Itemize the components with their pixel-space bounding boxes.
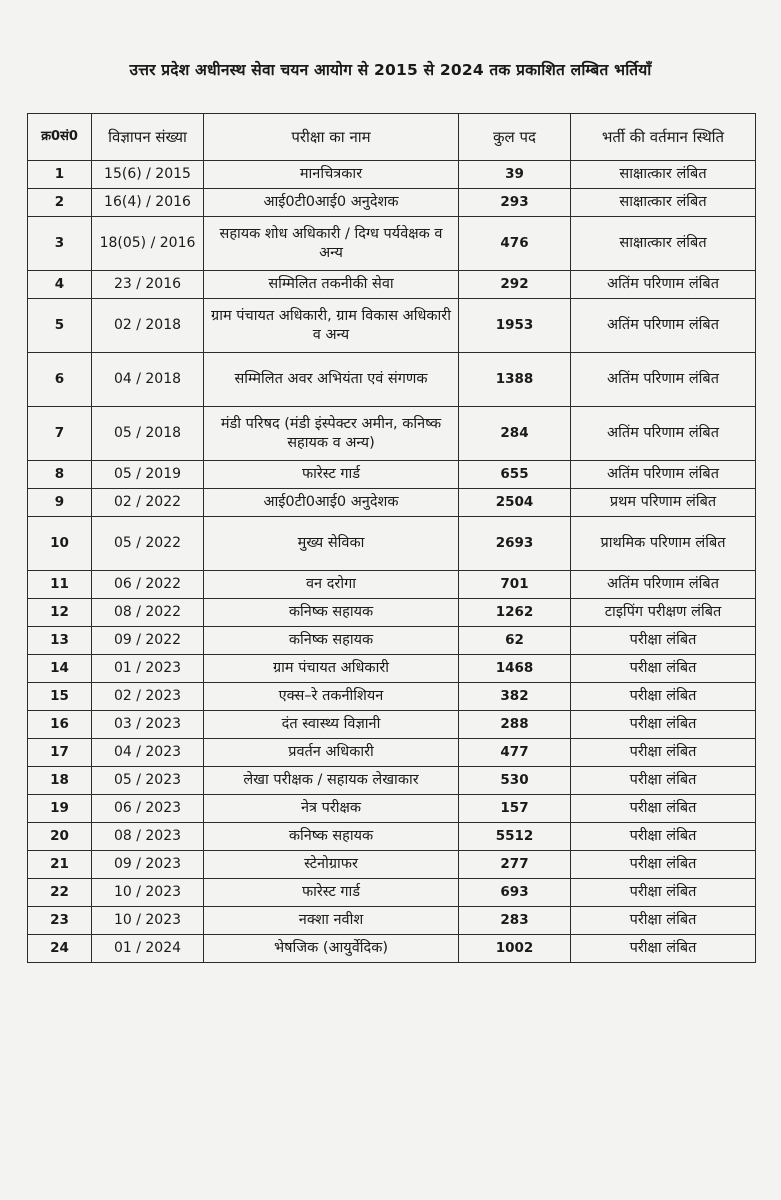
- status-cell: साक्षात्कार लंबित: [571, 217, 756, 271]
- table-row: [28, 655, 756, 683]
- total-posts-cell: 1388: [459, 353, 571, 407]
- serial-cell: 20: [28, 823, 92, 851]
- total-posts-cell: 701: [459, 571, 571, 599]
- table-body: [28, 161, 756, 963]
- serial-cell: 10: [28, 517, 92, 571]
- exam-name-cell: सम्मिलित तकनीकी सेवा: [204, 271, 459, 299]
- advertisement-number-cell: 16(4) / 2016: [92, 189, 204, 217]
- total-posts-cell: 293: [459, 189, 571, 217]
- total-posts-cell: 1953: [459, 299, 571, 353]
- table-row: [28, 571, 756, 599]
- advertisement-number-cell: 05 / 2019: [92, 461, 204, 489]
- total-posts-cell: 288: [459, 711, 571, 739]
- advertisement-number-cell: 08 / 2023: [92, 823, 204, 851]
- advertisement-number-cell: 09 / 2023: [92, 851, 204, 879]
- advertisement-number-cell: 05 / 2023: [92, 767, 204, 795]
- advertisement-number-cell: 06 / 2023: [92, 795, 204, 823]
- advertisement-number-cell: 10 / 2023: [92, 907, 204, 935]
- exam-name-cell: नक्शा नवीश: [204, 907, 459, 935]
- exam-name-cell: भेषजिक (आयुर्वेदिक): [204, 935, 459, 963]
- table-row: [28, 823, 756, 851]
- table-row: [28, 407, 756, 461]
- total-posts-cell: 157: [459, 795, 571, 823]
- table-row: [28, 767, 756, 795]
- status-cell: साक्षात्कार लंबित: [571, 189, 756, 217]
- total-posts-cell: 39: [459, 161, 571, 189]
- total-posts-cell: 277: [459, 851, 571, 879]
- exam-name-cell: वन दरोगा: [204, 571, 459, 599]
- serial-cell: 11: [28, 571, 92, 599]
- serial-cell: 23: [28, 907, 92, 935]
- status-cell: अतिंम परिणाम लंबित: [571, 461, 756, 489]
- table-header-row: [28, 114, 756, 161]
- status-cell: परीक्षा लंबित: [571, 711, 756, 739]
- header-current-status: भर्ती की वर्तमान स्थिति: [571, 114, 756, 161]
- status-cell: अतिंम परिणाम लंबित: [571, 571, 756, 599]
- table-row: [28, 599, 756, 627]
- exam-name-cell: मुख्य सेविका: [204, 517, 459, 571]
- status-cell: टाइपिंग परीक्षण लंबित: [571, 599, 756, 627]
- serial-cell: 8: [28, 461, 92, 489]
- serial-cell: 21: [28, 851, 92, 879]
- header-advertisement-number: विज्ञापन संख्या: [92, 114, 204, 161]
- vacancy-table: [27, 113, 756, 963]
- exam-name-cell: कनिष्क सहायक: [204, 627, 459, 655]
- advertisement-number-cell: 15(6) / 2015: [92, 161, 204, 189]
- exam-name-cell: मानचित्रकार: [204, 161, 459, 189]
- exam-name-cell: फारेस्ट गार्ड: [204, 879, 459, 907]
- table-row: [28, 161, 756, 189]
- serial-cell: 18: [28, 767, 92, 795]
- table-row: [28, 299, 756, 353]
- total-posts-cell: 1002: [459, 935, 571, 963]
- total-posts-cell: 5512: [459, 823, 571, 851]
- exam-name-cell: स्टेनोग्राफर: [204, 851, 459, 879]
- page-title: उत्तर प्रदेश अधीनस्थ सेवा चयन आयोग से 2015 से 2024 तक प्रकाशित लम्बित भर्तियाँ: [129, 61, 652, 79]
- table-row: [28, 739, 756, 767]
- exam-name-cell: ग्राम पंचायत अधिकारी, ग्राम विकास अधिकारी व अन्य: [204, 299, 459, 353]
- header-total-posts: कुल पद: [459, 114, 571, 161]
- advertisement-number-cell: 10 / 2023: [92, 879, 204, 907]
- advertisement-number-cell: 02 / 2022: [92, 489, 204, 517]
- serial-cell: 1: [28, 161, 92, 189]
- exam-name-cell: एक्स–रे तकनीशियन: [204, 683, 459, 711]
- serial-cell: 16: [28, 711, 92, 739]
- advertisement-number-cell: 01 / 2024: [92, 935, 204, 963]
- advertisement-number-cell: 03 / 2023: [92, 711, 204, 739]
- status-cell: अतिंम परिणाम लंबित: [571, 299, 756, 353]
- status-cell: परीक्षा लंबित: [571, 823, 756, 851]
- header-serial: क्र0सं0: [28, 114, 92, 161]
- table-row: [28, 489, 756, 517]
- status-cell: परीक्षा लंबित: [571, 767, 756, 795]
- advertisement-number-cell: 02 / 2023: [92, 683, 204, 711]
- status-cell: परीक्षा लंबित: [571, 683, 756, 711]
- total-posts-cell: 477: [459, 739, 571, 767]
- table-row: [28, 907, 756, 935]
- status-cell: परीक्षा लंबित: [571, 655, 756, 683]
- status-cell: अतिंम परिणाम लंबित: [571, 271, 756, 299]
- status-cell: परीक्षा लंबित: [571, 879, 756, 907]
- status-cell: प्राथमिक परिणाम लंबित: [571, 517, 756, 571]
- total-posts-cell: 382: [459, 683, 571, 711]
- exam-name-cell: नेत्र परीक्षक: [204, 795, 459, 823]
- total-posts-cell: 283: [459, 907, 571, 935]
- total-posts-cell: 655: [459, 461, 571, 489]
- exam-name-cell: कनिष्क सहायक: [204, 599, 459, 627]
- total-posts-cell: 284: [459, 407, 571, 461]
- serial-cell: 15: [28, 683, 92, 711]
- exam-name-cell: फारेस्ट गार्ड: [204, 461, 459, 489]
- serial-cell: 13: [28, 627, 92, 655]
- serial-cell: 4: [28, 271, 92, 299]
- total-posts-cell: 530: [459, 767, 571, 795]
- exam-name-cell: ग्राम पंचायत अधिकारी: [204, 655, 459, 683]
- table-row: [28, 879, 756, 907]
- status-cell: परीक्षा लंबित: [571, 851, 756, 879]
- header-exam-name: परीक्षा का नाम: [204, 114, 459, 161]
- table-row: [28, 795, 756, 823]
- total-posts-cell: 2693: [459, 517, 571, 571]
- table-row: [28, 217, 756, 271]
- advertisement-number-cell: 23 / 2016: [92, 271, 204, 299]
- status-cell: प्रथम परिणाम लंबित: [571, 489, 756, 517]
- exam-name-cell: आई0टी0आई0 अनुदेशक: [204, 189, 459, 217]
- status-cell: परीक्षा लंबित: [571, 739, 756, 767]
- serial-cell: 5: [28, 299, 92, 353]
- advertisement-number-cell: 09 / 2022: [92, 627, 204, 655]
- status-cell: अतिंम परिणाम लंबित: [571, 353, 756, 407]
- advertisement-number-cell: 02 / 2018: [92, 299, 204, 353]
- exam-name-cell: लेखा परीक्षक / सहायक लेखाकार: [204, 767, 459, 795]
- serial-cell: 14: [28, 655, 92, 683]
- table-row: [28, 935, 756, 963]
- exam-name-cell: कनिष्क सहायक: [204, 823, 459, 851]
- table-row: [28, 517, 756, 571]
- advertisement-number-cell: 05 / 2022: [92, 517, 204, 571]
- table-row: [28, 683, 756, 711]
- total-posts-cell: 476: [459, 217, 571, 271]
- status-cell: परीक्षा लंबित: [571, 907, 756, 935]
- serial-cell: 3: [28, 217, 92, 271]
- advertisement-number-cell: 08 / 2022: [92, 599, 204, 627]
- advertisement-number-cell: 04 / 2023: [92, 739, 204, 767]
- table-row: [28, 353, 756, 407]
- serial-cell: 9: [28, 489, 92, 517]
- table-row: [28, 711, 756, 739]
- total-posts-cell: 693: [459, 879, 571, 907]
- table-row: [28, 851, 756, 879]
- advertisement-number-cell: 05 / 2018: [92, 407, 204, 461]
- serial-cell: 19: [28, 795, 92, 823]
- status-cell: अतिंम परिणाम लंबित: [571, 407, 756, 461]
- table-row: [28, 271, 756, 299]
- total-posts-cell: 1468: [459, 655, 571, 683]
- status-cell: परीक्षा लंबित: [571, 627, 756, 655]
- serial-cell: 2: [28, 189, 92, 217]
- total-posts-cell: 62: [459, 627, 571, 655]
- advertisement-number-cell: 06 / 2022: [92, 571, 204, 599]
- serial-cell: 17: [28, 739, 92, 767]
- advertisement-number-cell: 18(05) / 2016: [92, 217, 204, 271]
- serial-cell: 24: [28, 935, 92, 963]
- table-row: [28, 461, 756, 489]
- serial-cell: 6: [28, 353, 92, 407]
- status-cell: परीक्षा लंबित: [571, 935, 756, 963]
- exam-name-cell: आई0टी0आई0 अनुदेशक: [204, 489, 459, 517]
- exam-name-cell: दंत स्वास्थ्य विज्ञानी: [204, 711, 459, 739]
- advertisement-number-cell: 04 / 2018: [92, 353, 204, 407]
- serial-cell: 12: [28, 599, 92, 627]
- serial-cell: 7: [28, 407, 92, 461]
- exam-name-cell: मंडी परिषद (मंडी इंस्पेक्टर अमीन, कनिष्क सहायक व अन्य): [204, 407, 459, 461]
- advertisement-number-cell: 01 / 2023: [92, 655, 204, 683]
- exam-name-cell: सम्मिलित अवर अभियंता एवं संगणक: [204, 353, 459, 407]
- serial-cell: 22: [28, 879, 92, 907]
- exam-name-cell: प्रवर्तन अधिकारी: [204, 739, 459, 767]
- table-row: [28, 189, 756, 217]
- total-posts-cell: 2504: [459, 489, 571, 517]
- total-posts-cell: 292: [459, 271, 571, 299]
- status-cell: साक्षात्कार लंबित: [571, 161, 756, 189]
- status-cell: परीक्षा लंबित: [571, 795, 756, 823]
- table-row: [28, 627, 756, 655]
- exam-name-cell: सहायक शोध अधिकारी / दिग्ध पर्यवेक्षक व अन्य: [204, 217, 459, 271]
- total-posts-cell: 1262: [459, 599, 571, 627]
